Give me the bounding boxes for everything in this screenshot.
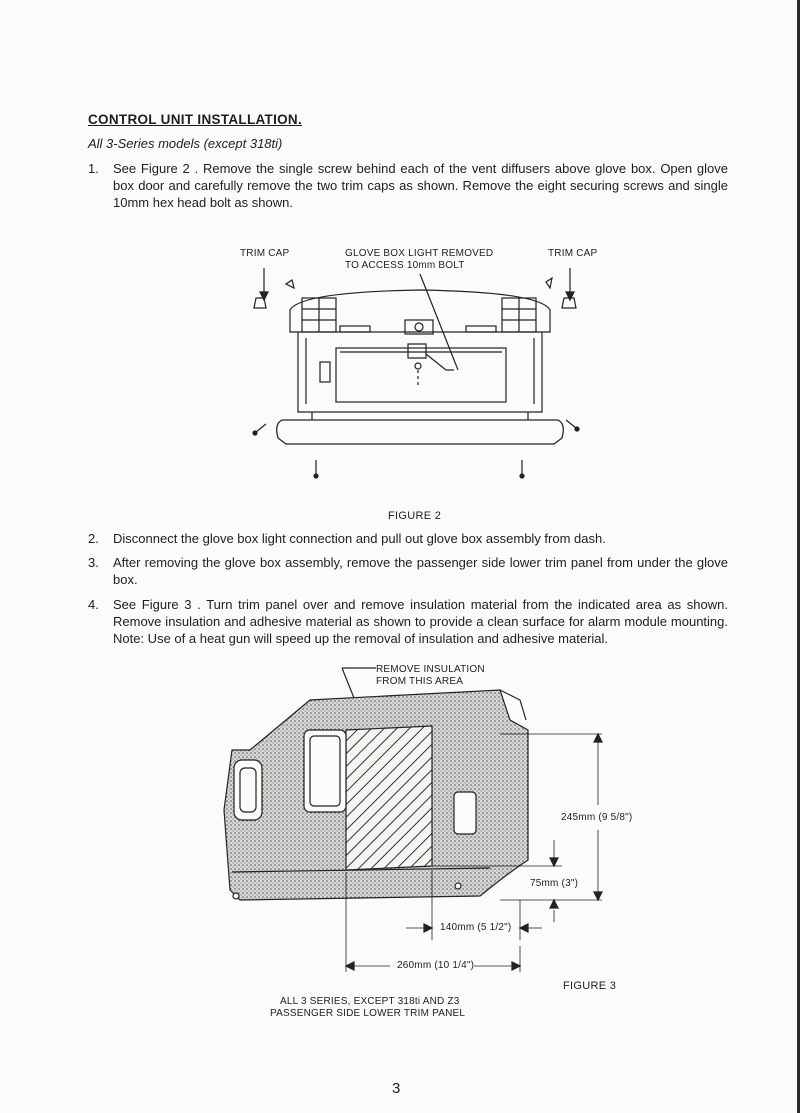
fig3-footnote-line1: ALL 3 SERIES, EXCEPT 318ti AND Z3 [280,996,460,1007]
section-subheading: All 3-Series models (except 318ti) [88,136,283,151]
step-text: See Figure 3 . Turn trim panel over and remove insulation material from the indicated area as shown. Remove insulation and adhesive material as shown to provide a clean surface for alarm module mounting. Note: Use of a heat gun will speed up the removal of insulation and adhesive material. [113,597,728,646]
step-number: 3. [88,555,99,570]
step-1 [88,160,728,211]
step-number: 1. [88,161,99,176]
fig2-label-trim-cap-left: TRIM CAP [240,248,290,259]
figure-2-caption: FIGURE 2 [388,510,442,522]
step-text: See Figure 2 . Remove the single screw behind each of the vent diffusers above glove box. Open glove box door and carefully remove the two trim caps as shown. Remove the eight securing screws and single 10mm hex head bolt as shown. [113,161,728,210]
fig3-dim-140: 140mm (5 1/2") [440,922,512,933]
step-text: Disconnect the glove box light connection and pull out glove box assembly from dash. [113,531,606,546]
step-2 [88,530,728,547]
fig3-footnote-line2: PASSENGER SIDE LOWER TRIM PANEL [270,1008,466,1019]
fig3-dim-260: 260mm (10 1/4") [397,960,475,971]
fig2-label-trim-cap-right: TRIM CAP [548,248,598,259]
figure-2-glovebox-illustration [240,262,600,487]
fig3-label-remove-line1: REMOVE INSULATION [376,664,485,675]
fig3-dim-245: 245mm (9 5/8") [561,812,633,823]
step-number: 2. [88,531,99,546]
step-number: 4. [88,597,99,612]
step-3 [88,554,728,588]
figure-3-caption: FIGURE 3 [563,980,617,992]
step-4 [88,596,728,647]
fig3-label-remove-line2: FROM THIS AREA [376,676,464,687]
fig2-label-light-line2: TO ACCESS 10mm BOLT [345,260,465,271]
page-number: 3 [392,1080,401,1097]
step-text: After removing the glove box assembly, remove the passenger side lower trim panel from under the glove box. [113,555,728,587]
fig3-dim-75: 75mm (3") [530,878,579,889]
section-heading: CONTROL UNIT INSTALLATION. [88,112,303,127]
fig2-label-light-line1: GLOVE BOX LIGHT REMOVED [345,248,494,259]
